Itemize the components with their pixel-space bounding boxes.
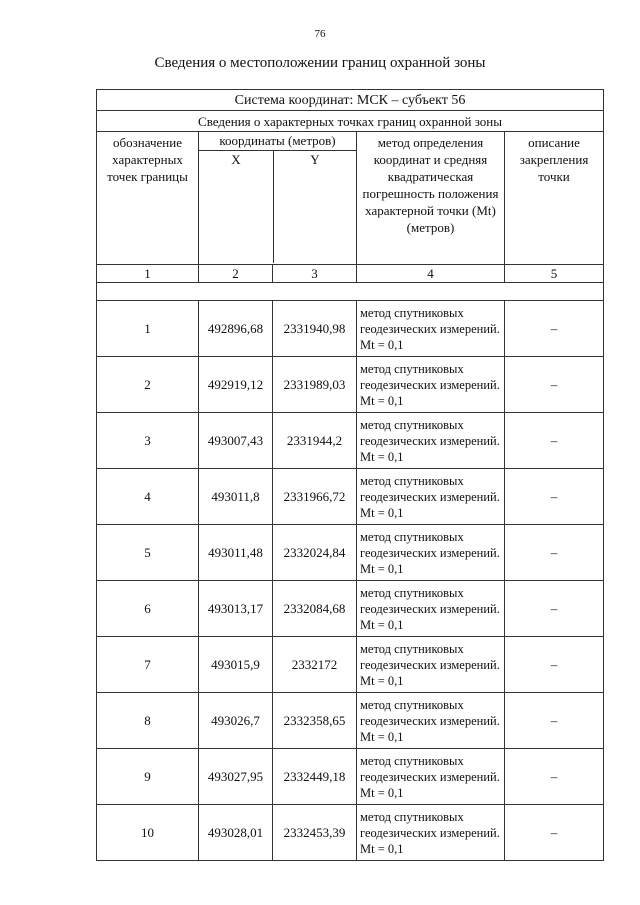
point-number-cell: 7 <box>97 637 199 693</box>
table-row <box>97 301 604 357</box>
table-row <box>97 693 604 749</box>
description-cell: – <box>505 637 604 693</box>
header-coordinates <box>199 132 357 265</box>
x-coordinate-cell: 493027,95 <box>199 749 273 805</box>
method-cell: метод спутниковых геодезических измерений. Mt = 0,1 <box>357 301 505 357</box>
table-row <box>97 469 604 525</box>
y-coordinate-cell: 2331944,2 <box>273 413 357 469</box>
description-cell: – <box>505 301 604 357</box>
method-cell: метод спутниковых геодезических измерений. Mt = 0,1 <box>357 469 505 525</box>
description-cell: – <box>505 805 604 861</box>
point-number-cell: 6 <box>97 581 199 637</box>
column-number: 4 <box>357 265 505 283</box>
point-number-cell: 9 <box>97 749 199 805</box>
column-number: 1 <box>97 265 199 283</box>
table-row <box>97 413 604 469</box>
point-number-cell: 2 <box>97 357 199 413</box>
y-coordinate-cell: 2332172 <box>273 637 357 693</box>
x-coordinate-cell: 493011,8 <box>199 469 273 525</box>
description-cell: – <box>505 525 604 581</box>
point-number-cell: 10 <box>97 805 199 861</box>
description-cell: – <box>505 413 604 469</box>
y-coordinate-cell: 2332358,65 <box>273 693 357 749</box>
x-coordinate-cell: 493007,43 <box>199 413 273 469</box>
document-title: Сведения о местоположении границ охранной зоны <box>154 55 486 71</box>
x-coordinate-cell: 492896,68 <box>199 301 273 357</box>
x-coordinate-cell: 492919,12 <box>199 357 273 413</box>
y-coordinate-cell: 2331989,03 <box>273 357 357 413</box>
header-y: Y <box>310 152 320 167</box>
table-row <box>97 581 604 637</box>
method-cell: метод спутниковых геодезических измерений. Mt = 0,1 <box>357 413 505 469</box>
point-number-cell: 3 <box>97 413 199 469</box>
coordinate-system-header: Система координат: МСК – субъект 56 <box>97 90 604 111</box>
table-row <box>97 357 604 413</box>
table-row <box>97 525 604 581</box>
column-number: 5 <box>505 265 604 283</box>
header-description: описание закрепления точки <box>505 132 604 265</box>
empty-row <box>97 283 604 301</box>
method-cell: метод спутниковых геодезических измерений. Mt = 0,1 <box>357 693 505 749</box>
x-coordinate-cell: 493028,01 <box>199 805 273 861</box>
table-subtitle: Сведения о характерных точках границ охранной зоны <box>97 111 604 132</box>
description-cell: – <box>505 693 604 749</box>
method-cell: метод спутниковых геодезических измерений. Mt = 0,1 <box>357 525 505 581</box>
description-cell: – <box>505 581 604 637</box>
description-cell: – <box>505 749 604 805</box>
header-method: метод определения координат и средняя квадратическая погрешность положения характерной точки (Mt) (метров) <box>357 132 505 265</box>
table-row <box>97 637 604 693</box>
table-row <box>97 749 604 805</box>
x-coordinate-cell: 493011,48 <box>199 525 273 581</box>
y-coordinate-cell: 2332084,68 <box>273 581 357 637</box>
table-body <box>97 301 604 861</box>
y-coordinate-cell: 2332449,18 <box>273 749 357 805</box>
coordinates-table <box>96 89 604 861</box>
point-number-cell: 8 <box>97 693 199 749</box>
point-number-cell: 4 <box>97 469 199 525</box>
x-coordinate-cell: 493015,9 <box>199 637 273 693</box>
page-number: 76 <box>314 28 326 40</box>
method-cell: метод спутниковых геодезических измерений. Mt = 0,1 <box>357 749 505 805</box>
header-coordinates-label: координаты (метров) <box>199 132 356 151</box>
y-coordinate-cell: 2331940,98 <box>273 301 357 357</box>
header-designation: обозначение характерных точек границы <box>97 132 199 265</box>
description-cell: – <box>505 357 604 413</box>
y-coordinate-cell: 2332024,84 <box>273 525 357 581</box>
method-cell: метод спутниковых геодезических измерений. Mt = 0,1 <box>357 637 505 693</box>
table-row <box>97 805 604 861</box>
point-number-cell: 5 <box>97 525 199 581</box>
point-number-cell: 1 <box>97 301 199 357</box>
column-number: 2 <box>199 265 273 283</box>
column-number: 3 <box>273 265 357 283</box>
header-x: X <box>199 151 274 263</box>
y-coordinate-cell: 2332453,39 <box>273 805 357 861</box>
method-cell: метод спутниковых геодезических измерений. Mt = 0,1 <box>357 805 505 861</box>
description-cell: – <box>505 469 604 525</box>
method-cell: метод спутниковых геодезических измерений. Mt = 0,1 <box>357 581 505 637</box>
x-coordinate-cell: 493026,7 <box>199 693 273 749</box>
y-coordinate-cell: 2331966,72 <box>273 469 357 525</box>
x-coordinate-cell: 493013,17 <box>199 581 273 637</box>
method-cell: метод спутниковых геодезических измерений. Mt = 0,1 <box>357 357 505 413</box>
